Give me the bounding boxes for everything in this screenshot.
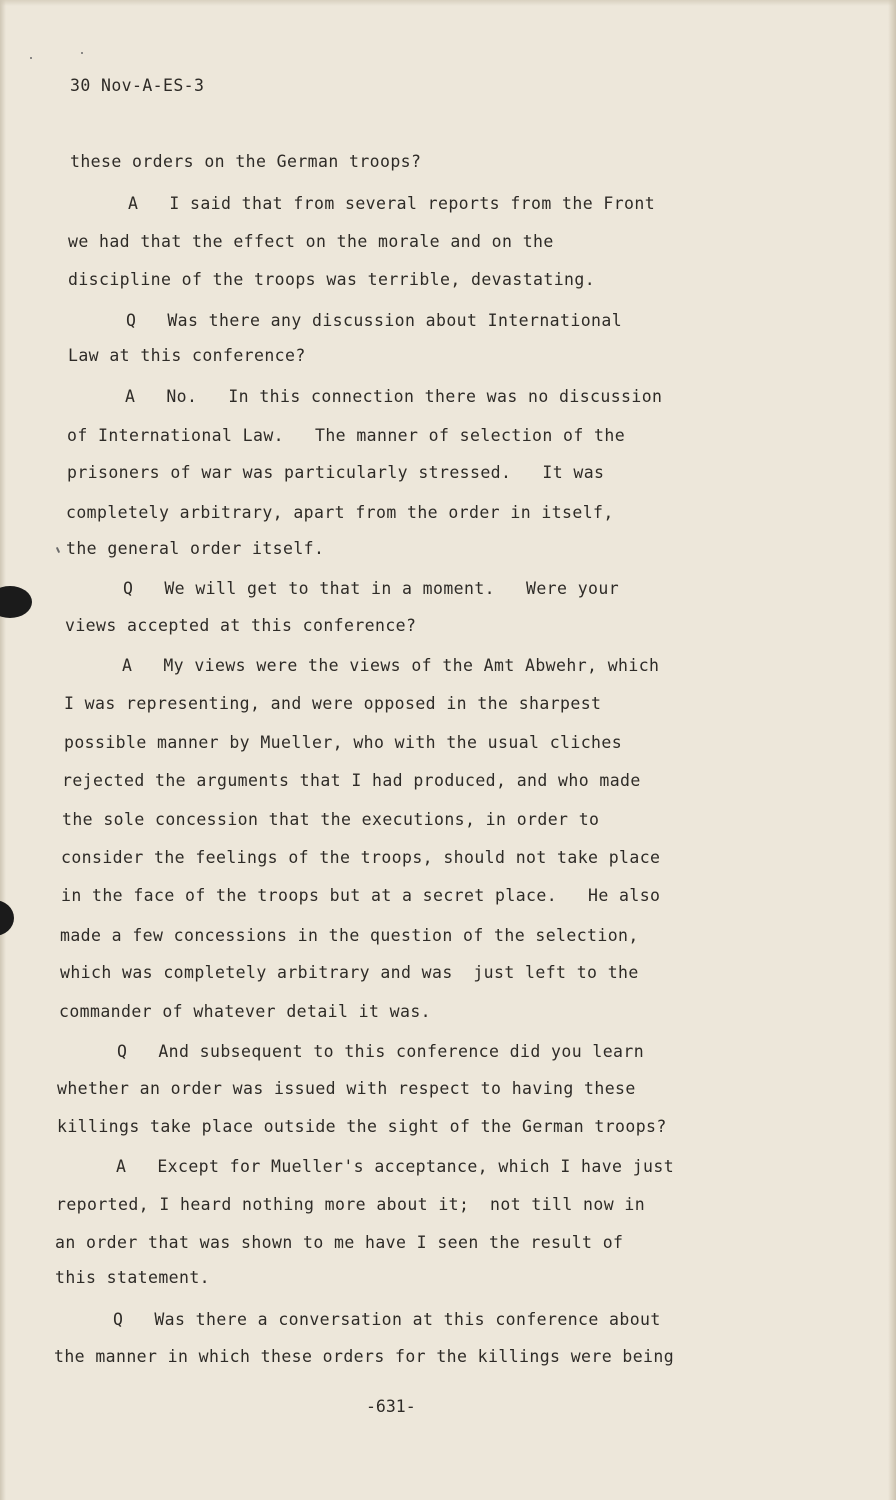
text-line: rejected the arguments that I had produced, and who made bbox=[62, 771, 641, 790]
text-line: Q Was there a conversation at this conference about bbox=[113, 1310, 661, 1329]
text-line: in the face of the troops but at a secret place. He also bbox=[61, 886, 661, 905]
ink-speck bbox=[30, 57, 32, 59]
text-line: discipline of the troops was terrible, devastating. bbox=[68, 270, 596, 289]
text-line: Q We will get to that in a moment. Were your bbox=[123, 579, 620, 598]
text-line: which was completely arbitrary and was just left to the bbox=[60, 963, 639, 982]
document-reference: 30 Nov-A-ES-3 bbox=[70, 76, 205, 95]
text-line: the manner in which these orders for the killings were being bbox=[54, 1347, 675, 1366]
punch-hole bbox=[0, 900, 14, 936]
paper-edge-top bbox=[0, 0, 896, 6]
text-line: Q And subsequent to this conference did you learn bbox=[117, 1042, 645, 1061]
text-line: views accepted at this conference? bbox=[65, 616, 417, 635]
text-line: these orders on the German troops? bbox=[70, 152, 422, 171]
text-line: possible manner by Mueller, who with the usual cliches bbox=[64, 733, 623, 752]
text-line: of International Law. The manner of selection of the bbox=[67, 426, 626, 445]
page-number: -631- bbox=[366, 1397, 416, 1416]
text-line: Law at this conference? bbox=[68, 346, 306, 365]
text-line: we had that the effect on the morale and on the bbox=[68, 232, 554, 251]
text-line: completely arbitrary, apart from the order in itself, bbox=[66, 503, 614, 522]
text-line: Q Was there any discussion about International bbox=[126, 311, 623, 330]
text-line: this statement. bbox=[55, 1268, 211, 1287]
text-line: commander of whatever detail it was. bbox=[59, 1002, 432, 1021]
text-line: A My views were the views of the Amt Abwehr, which bbox=[122, 656, 660, 675]
ink-speck bbox=[81, 52, 83, 54]
text-line: the sole concession that the executions, in order to bbox=[62, 810, 600, 829]
text-line: A Except for Mueller's acceptance, which I have just bbox=[116, 1157, 675, 1176]
text-line: an order that was shown to me have I seen the result of bbox=[55, 1233, 624, 1252]
punch-hole bbox=[0, 586, 32, 618]
text-line: whether an order was issued with respect to having these bbox=[57, 1079, 636, 1098]
text-line: the general order itself. bbox=[66, 539, 325, 558]
text-line: consider the feelings of the troops, should not take place bbox=[61, 848, 661, 867]
paper-edge-right bbox=[888, 0, 896, 1500]
text-line: A I said that from several reports from the Front bbox=[128, 194, 656, 213]
paper-edge-left bbox=[0, 0, 6, 1500]
text-line: made a few concessions in the question of the selection, bbox=[60, 926, 639, 945]
ink-speck bbox=[56, 547, 60, 553]
text-line: A No. In this connection there was no discussion bbox=[125, 387, 663, 406]
text-line: reported, I heard nothing more about it; not till now in bbox=[56, 1195, 646, 1214]
text-line: I was representing, and were opposed in the sharpest bbox=[64, 694, 602, 713]
text-line: prisoners of war was particularly stressed. It was bbox=[67, 463, 605, 482]
text-line: killings take place outside the sight of the German troops? bbox=[57, 1117, 667, 1136]
